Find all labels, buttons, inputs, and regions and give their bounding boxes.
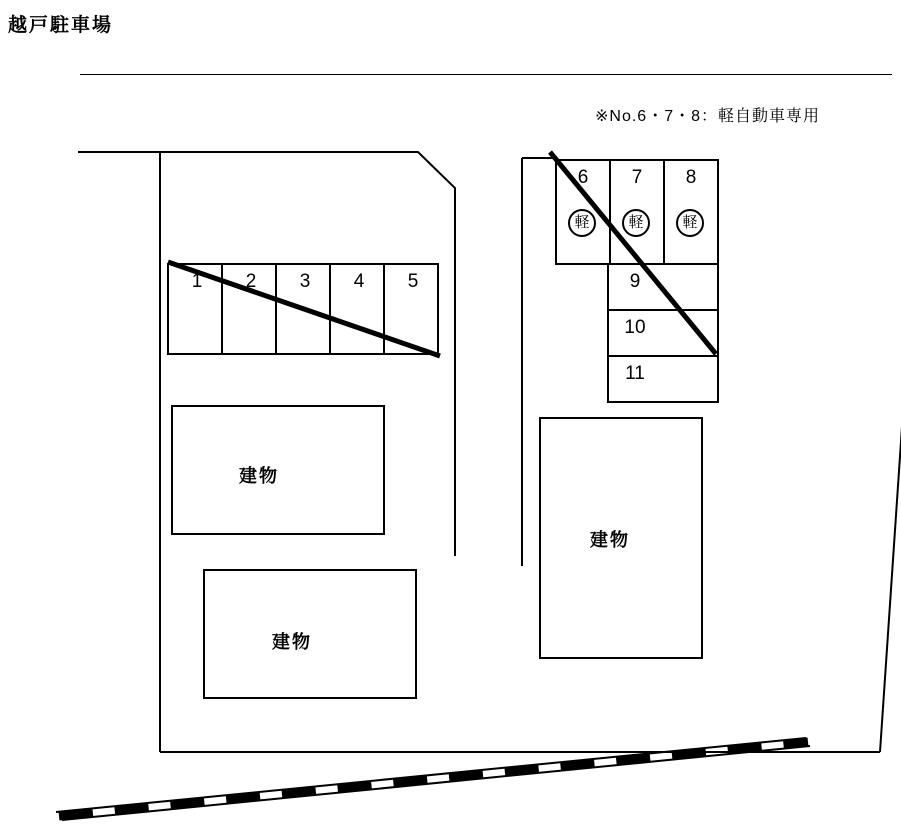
- stall-label-11: 11: [625, 363, 645, 384]
- building-label-3: 建物: [590, 530, 630, 550]
- stall-label-3: 3: [299, 271, 311, 292]
- road-band: [56, 738, 810, 820]
- stall-label-7: 7: [631, 167, 643, 188]
- building-label-2: 建物: [272, 632, 312, 652]
- kei-car-badge-8: 軽: [676, 209, 704, 237]
- stall-label-4: 4: [353, 271, 365, 292]
- stall-label-1: 1: [191, 271, 203, 292]
- stall-label-2: 2: [245, 271, 257, 292]
- stall-label-6: 6: [577, 167, 589, 188]
- stall-label-9: 9: [629, 271, 641, 292]
- page-title: 越戸駐車場: [8, 15, 114, 36]
- building-outlines: [172, 406, 702, 698]
- kei-car-note: ※No.6・7・8：軽自動車専用: [595, 108, 821, 125]
- kei-car-badge-6: 軽: [568, 209, 596, 237]
- stall-label-10: 10: [624, 317, 646, 338]
- stall-label-8: 8: [685, 167, 697, 188]
- building-label-1: 建物: [239, 466, 279, 486]
- stall-label-5: 5: [407, 271, 419, 292]
- kei-car-badge-7: 軽: [622, 209, 650, 237]
